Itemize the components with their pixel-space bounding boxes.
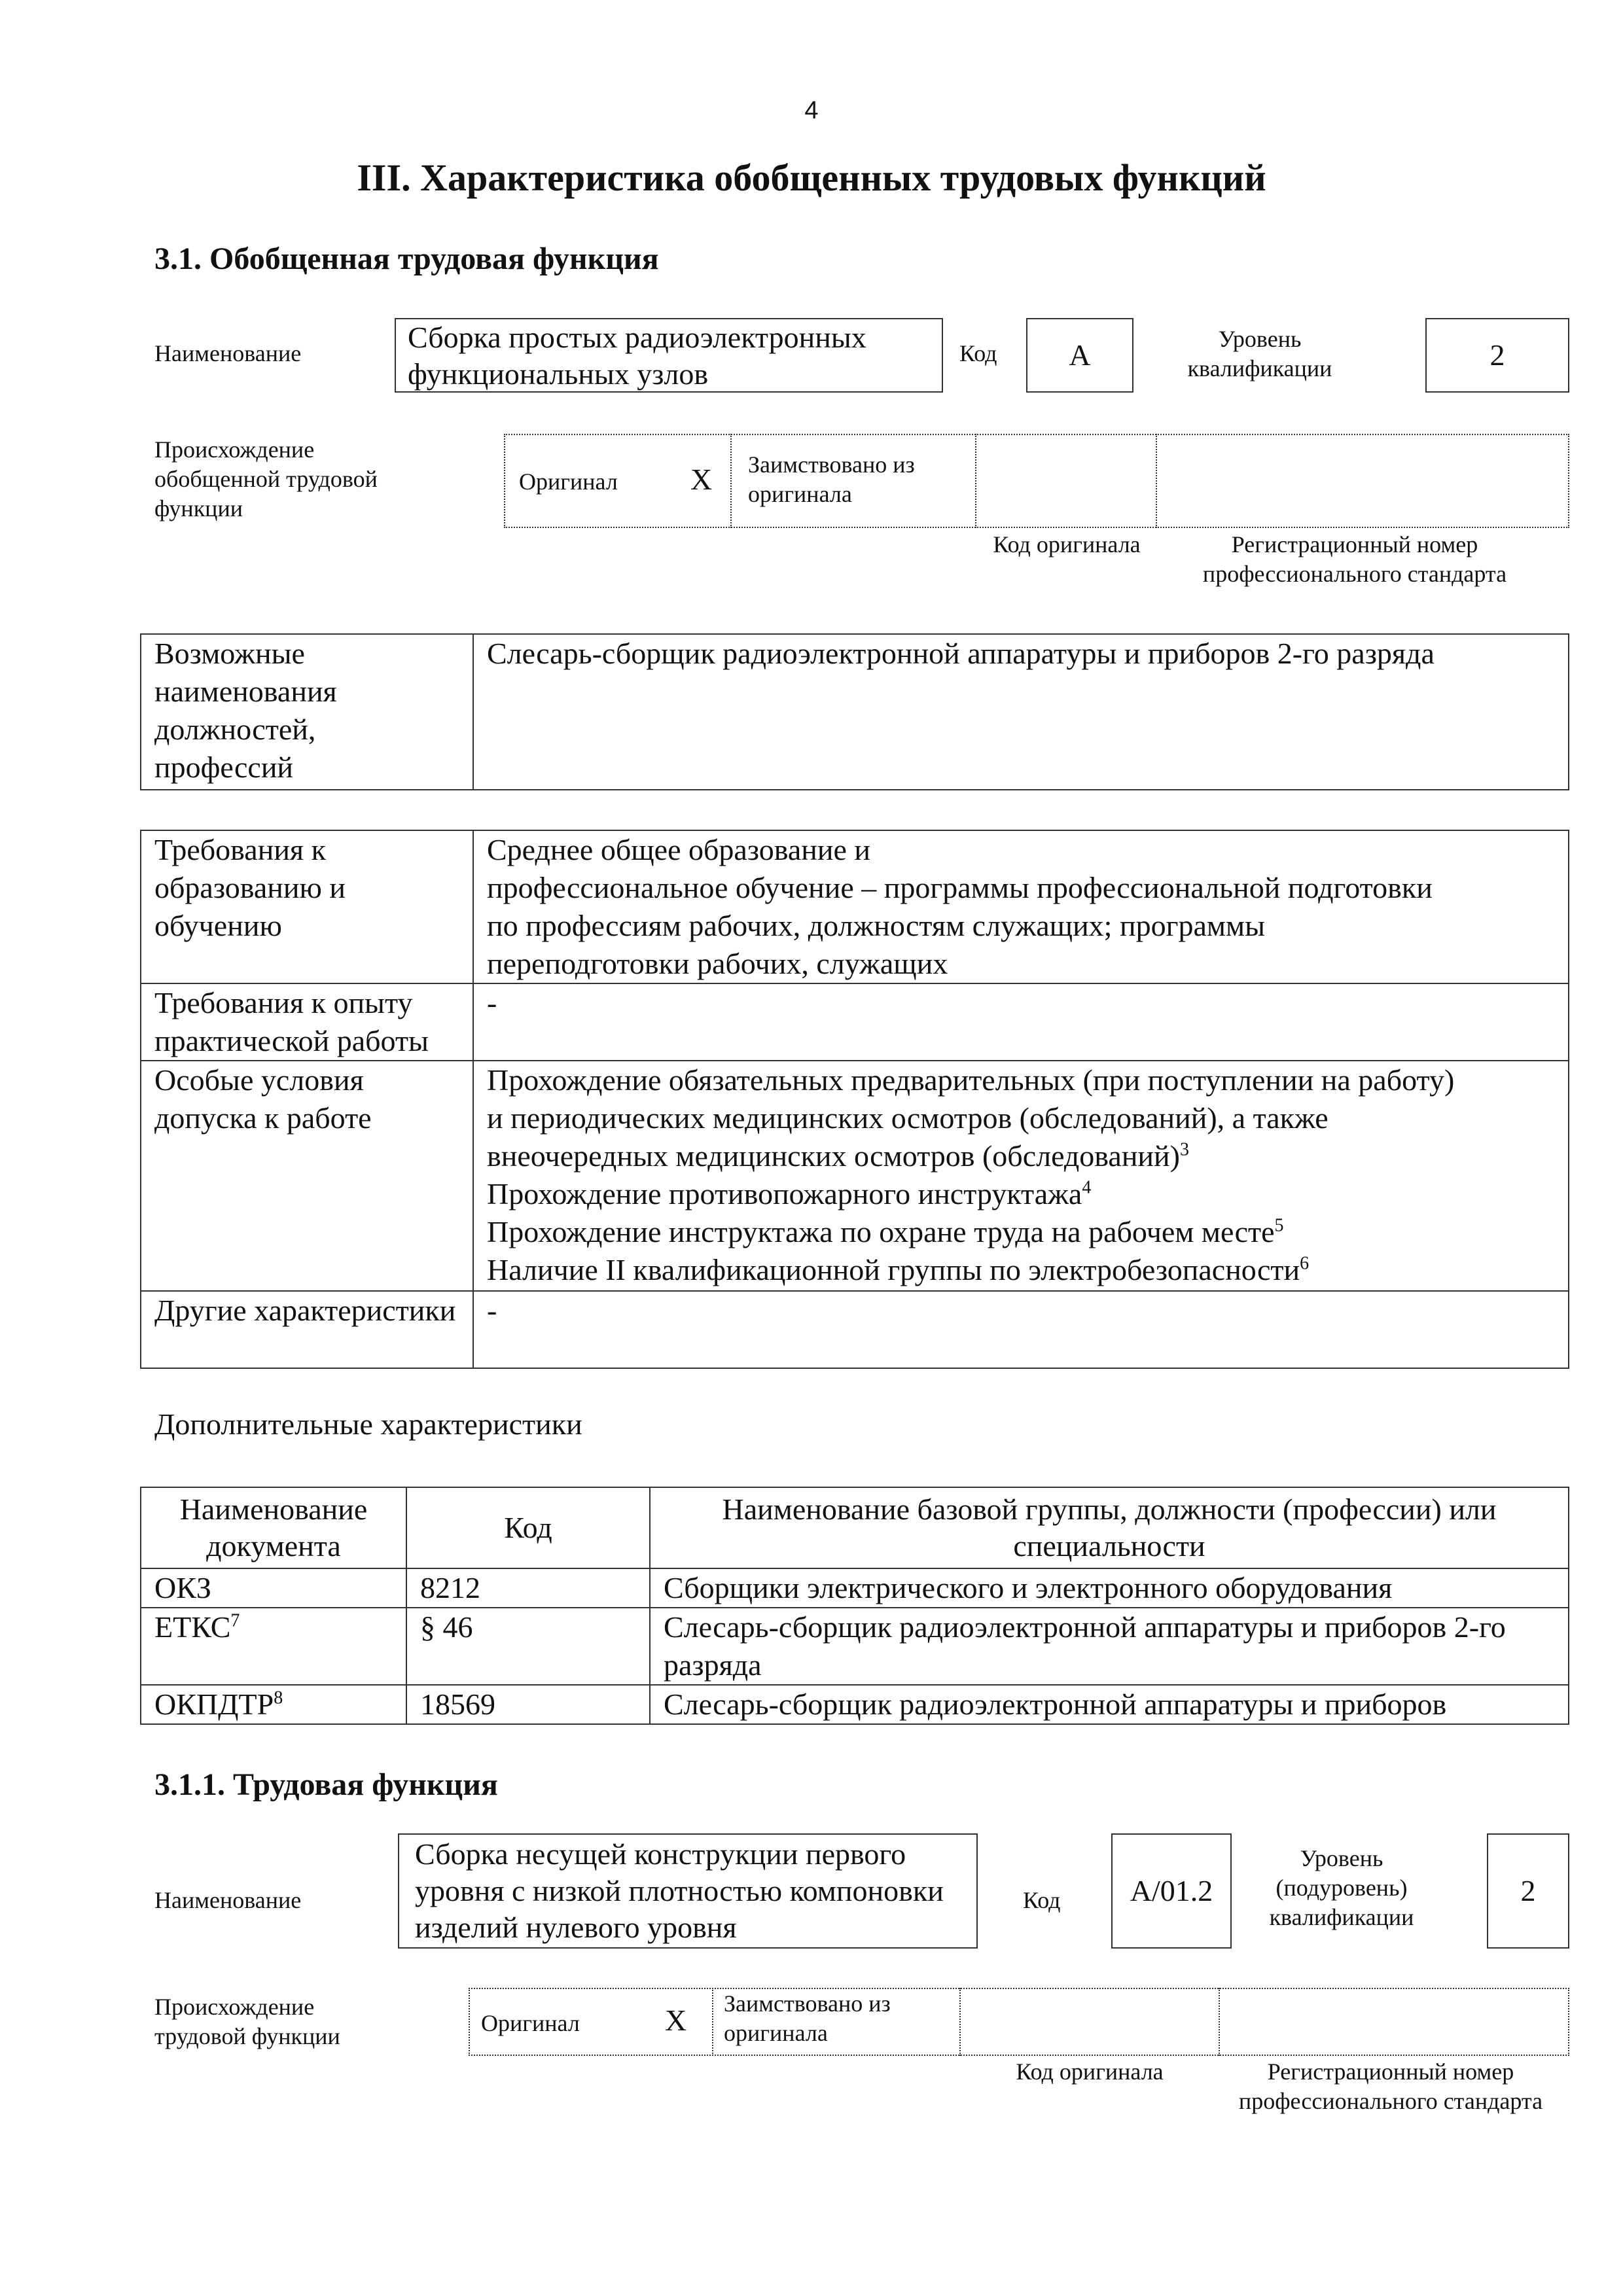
- row-code: 18569: [406, 1685, 650, 1724]
- footnote-ref: 4: [1082, 1177, 1092, 1198]
- gtf-level-label: Уровень квалификации: [1187, 326, 1332, 381]
- gtf-original-mark: X: [690, 463, 713, 496]
- footnote-ref: 7: [230, 1610, 240, 1631]
- tf-level-label: Уровень (подуровень) квалификации: [1269, 1845, 1414, 1930]
- requirements-table: [140, 830, 1569, 1369]
- row-code: 8212: [406, 1568, 650, 1608]
- footnote-ref: 6: [1300, 1253, 1310, 1274]
- doc-name: ОКПДТР: [154, 1687, 274, 1721]
- footnote-ref: 8: [274, 1687, 283, 1708]
- tf-origin-grid: [469, 1988, 1569, 2056]
- row-name: Сборщики электрического и электронного оборудования: [650, 1568, 1569, 1608]
- header-doc: Наименование документа: [141, 1487, 406, 1568]
- tf-borrowed-label: Заимствовано из оригинала: [724, 1990, 891, 2046]
- line-text: Прохождение противопожарного инструктажа: [487, 1177, 1082, 1210]
- req-education-label: Требования к образованию и обучению: [141, 830, 473, 983]
- row-name: Слесарь-сборщик радиоэлектронной аппаратуры и приборов: [650, 1685, 1569, 1724]
- footnote-ref: 5: [1274, 1215, 1284, 1236]
- gtf-borrowed-label: Заимствовано из оригинала: [748, 451, 915, 507]
- tf-origin-label: Происхождение трудовой функции: [154, 1994, 340, 2049]
- divider: [975, 434, 976, 528]
- tf-name-value: Сборка несущей конструкции первого уровня с низкой плотностью компоновки изделий нулевого уровня: [398, 1833, 978, 1949]
- text-line: и периодических медицинских осмотров (обследований), а также: [487, 1101, 1329, 1135]
- req-admission-value: [473, 1061, 1569, 1291]
- text-line: профессиональное обучение – программы профессиональной подготовки: [487, 871, 1433, 904]
- req-other-label: Другие характеристики: [141, 1291, 473, 1368]
- gtf-origin-label: Происхождение обобщенной трудовой функции: [154, 436, 378, 521]
- tf-orig-code-label: Код оригинала: [1016, 2058, 1164, 2085]
- positions-value: Слесарь-сборщик радиоэлектронной аппаратуры и приборов 2-го разряда: [473, 634, 1569, 790]
- tf-level-value: 2: [1487, 1833, 1569, 1949]
- gtf-original-label: Оригинал: [519, 468, 618, 495]
- text-line: [487, 1251, 1555, 1289]
- line-text: внеочередных медицинских осмотров (обследований): [487, 1139, 1180, 1173]
- text-line: [487, 1175, 1555, 1213]
- gtf-origin-grid: [504, 434, 1569, 528]
- text-line: [487, 1137, 1555, 1175]
- divider: [712, 1988, 713, 2056]
- gtf-name-value: Сборка простых радиоэлектронных функциональных узлов: [395, 318, 943, 393]
- divider: [730, 434, 732, 528]
- line-text: Прохождение инструктажа по охране труда на рабочем месте: [487, 1215, 1275, 1248]
- gtf-orig-code-label: Код оригинала: [993, 531, 1141, 557]
- row-name: Слесарь-сборщик радиоэлектронной аппаратуры и приборов 2-го разряда: [650, 1608, 1569, 1685]
- tf-original-mark: X: [665, 2004, 687, 2037]
- text-line: по профессиям рабочих, должностям служащих; программы: [487, 909, 1265, 942]
- header-name: Наименование базовой группы, должности (профессии) или специальности: [650, 1487, 1569, 1568]
- req-other-value: -: [473, 1291, 1569, 1368]
- gtf-name-label: Наименование: [154, 340, 302, 366]
- gtf-code-value: А: [1026, 318, 1133, 393]
- positions-table: [140, 633, 1569, 790]
- text-line: Среднее общее образование и: [487, 833, 871, 866]
- doc-name: ОКЗ: [154, 1571, 211, 1604]
- row-doc: [141, 1608, 406, 1685]
- positions-label: Возможные наименования должностей, профессий: [141, 634, 473, 790]
- additional-heading: Дополнительные характеристики: [154, 1407, 582, 1441]
- text-line: переподготовки рабочих, служащих: [487, 947, 948, 980]
- gtf-code-label: Код: [959, 340, 997, 366]
- section-title: III. Характеристика обобщенных трудовых функций: [357, 156, 1266, 199]
- divider: [959, 1988, 961, 2056]
- tf-code-value: A/01.2: [1111, 1833, 1232, 1949]
- tf-original-label: Оригинал: [481, 2010, 580, 2036]
- footnote-ref: 3: [1180, 1139, 1189, 1160]
- gtf-heading: 3.1. Обобщенная трудовая функция: [154, 241, 659, 276]
- text-line: Прохождение обязательных предварительных (при поступлении на работу): [487, 1063, 1455, 1097]
- text-line: [487, 1213, 1555, 1251]
- row-code: § 46: [406, 1608, 650, 1685]
- row-doc: [141, 1685, 406, 1724]
- tf-heading: 3.1.1. Трудовая функция: [154, 1767, 498, 1802]
- divider: [1156, 434, 1157, 528]
- doc-name: ЕТКС: [154, 1610, 231, 1644]
- req-education-value: [473, 830, 1569, 983]
- tf-code-label: Код: [1023, 1887, 1061, 1913]
- additional-table: [140, 1487, 1569, 1725]
- gtf-reg-number-label: Регистрационный номер профессионального стандарта: [1202, 531, 1507, 587]
- line-text: Наличие II квалификационной группы по электробезопасности: [487, 1253, 1300, 1286]
- tf-reg-number-label: Регистрационный номер профессионального стандарта: [1238, 2058, 1543, 2114]
- row-doc: [141, 1568, 406, 1608]
- gtf-level-value: 2: [1425, 318, 1569, 393]
- divider: [1219, 1988, 1220, 2056]
- req-experience-value: -: [473, 983, 1569, 1061]
- tf-name-label: Наименование: [154, 1887, 302, 1913]
- req-experience-label: Требования к опыту практической работы: [141, 983, 473, 1061]
- header-code: Код: [406, 1487, 650, 1568]
- page-number: 4: [804, 97, 819, 124]
- req-admission-label: Особые условия допуска к работе: [141, 1061, 473, 1291]
